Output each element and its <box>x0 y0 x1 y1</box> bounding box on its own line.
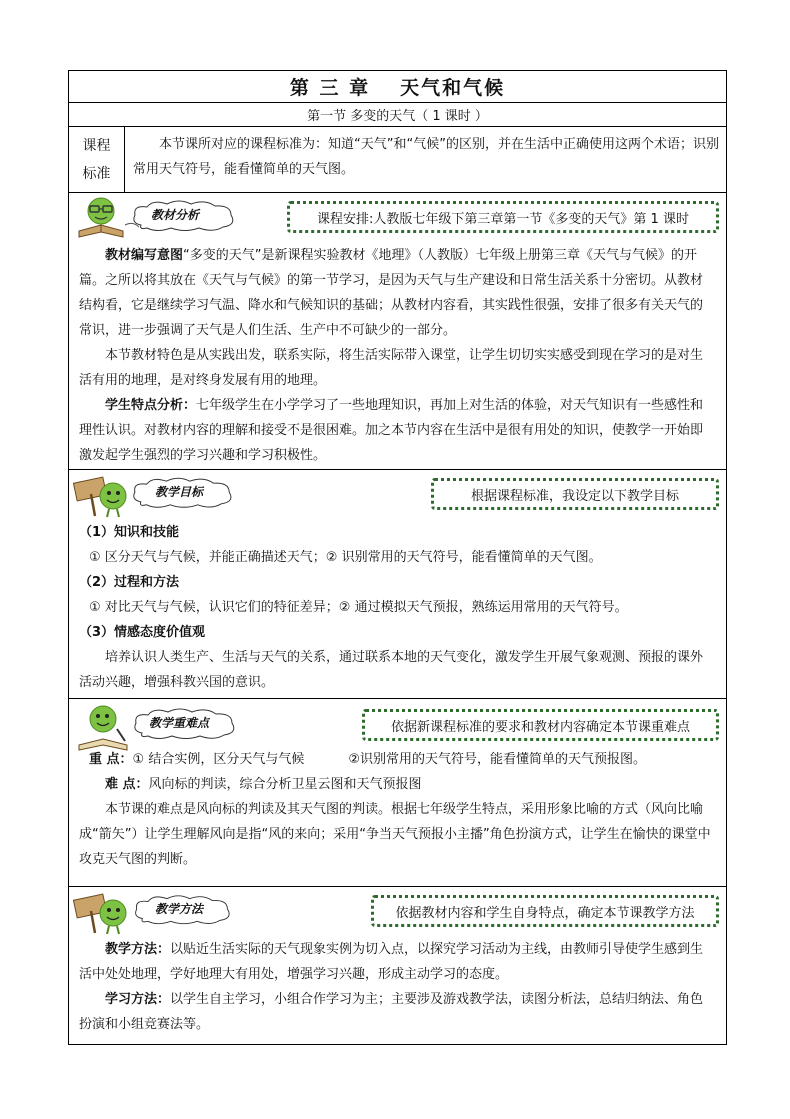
learning-method-paragraph <box>79 987 714 1037</box>
material-intent-text: “多变的天气”是新课程实验教材《地理》（人教版）七年级上册第三章《天气与气候》的开篇。之所以将其放在《天气与气候》的第一节学习，是因为天气与生产建设和日常生活关系十分密切。从教材结构看，它是继续学习气温、降水和气候知识的基础；从教材内容看，其实践性很强，安排了很多有关天气的常识，进一步强调了天气是人们生活、生产中不可缺少的一部分。 <box>79 248 704 338</box>
material-analysis-header <box>69 193 726 243</box>
material-feature-paragraph: 本节教材特色是从实践出发，联系实际，将生活实际带入课堂，让学生切切实实感受到现在学习的是对生活有用的地理，是对终身发展有用的地理。 <box>79 348 704 388</box>
teaching-methods-tag: 教学方法 <box>155 902 204 916</box>
difficulty-line <box>79 772 714 797</box>
key-point-label: 重 点： <box>89 752 133 767</box>
key-points-header <box>69 699 726 755</box>
goal-knowledge-title: （1）知识和技能 <box>79 525 180 540</box>
key-point-text-1: ① 结合实例，区分天气与气候 <box>132 752 305 767</box>
learning-method-label: 学习方法： <box>105 992 171 1007</box>
mascot-sign-icon <box>73 472 137 518</box>
student-analysis-label: 学生特点分析： <box>105 398 197 413</box>
curriculum-standard-label <box>69 127 125 192</box>
lesson-plan-table <box>68 70 727 1045</box>
teaching-goals-tag: 教学目标 <box>155 485 204 499</box>
teaching-method-text: 以贴近生活实际的天气现象实例为切入点，以探究学习活动为主线，由教师引导使学生感到生活中处处地理，学好地理大有用处，增强学习兴趣，形成主动学习的态度。 <box>79 942 704 982</box>
key-points-section <box>69 699 726 887</box>
curriculum-standard-row <box>69 127 726 193</box>
student-analysis-text: 七年级学生在小学学习了一些地理知识，再加上对生活的体验，对天气知识有一些感性和理性认识。对教材内容的理解和接受不是很困难。加之本节内容在生活中是很有用处的知识，使教学一开始即激发起学生强烈的学习兴趣和学习积极性。 <box>79 398 704 463</box>
chapter-name: 天气和气候 <box>400 77 506 99</box>
goal-attitude-title: （3）情感态度价值观 <box>79 625 206 640</box>
teaching-methods-note <box>371 895 719 927</box>
key-points-body <box>69 747 726 872</box>
chapter-title-row <box>69 71 726 103</box>
teaching-goals-note-text: 根据课程标准，我设定以下教学目标 <box>470 488 679 504</box>
teaching-methods-header <box>69 887 726 937</box>
material-intent-paragraph <box>79 243 714 343</box>
teaching-method-label: 教学方法： <box>105 942 171 957</box>
key-points-note-text: 依据新课程标准的要求和教材内容确定本节课重难点 <box>390 719 690 735</box>
key-points-note <box>362 709 719 741</box>
mascot-sign-icon <box>73 889 137 935</box>
difficulty-label: 难 点： <box>105 777 149 792</box>
material-analysis-tag: 教材分析 <box>151 208 200 222</box>
difficulty-text: 风向标的判读，综合分析卫星云图和天气预报图 <box>148 777 422 792</box>
material-analysis-section <box>69 193 726 470</box>
curriculum-standard-text: 本节课所对应的课程标准为：知道“天气”和“气候”的区别，并在生活中正确使用这两个术语；识别常用天气符号，能看懂简单的天气图。 <box>133 137 719 177</box>
teaching-goals-body <box>69 520 726 695</box>
goal-knowledge-text: ① 区分天气与气候，并能正确描述天气；② 识别常用的天气符号，能看懂简单的天气图。 <box>89 550 602 565</box>
goal-process-title: （2）过程和方法 <box>79 575 180 590</box>
section-subtitle: 第一节 多变的天气（ 1 课时 ） <box>307 109 488 124</box>
key-point-text-2: ②识别常用的天气符号，能看懂简单的天气预报图。 <box>348 752 646 767</box>
student-analysis-paragraph <box>79 393 714 468</box>
teaching-method-paragraph <box>79 937 714 987</box>
key-points-tag: 教学重难点 <box>149 716 210 730</box>
teaching-methods-note-text: 依据教材内容和学生自身特点，确定本节课教学方法 <box>395 905 695 921</box>
material-intent-label: 教材编写意图 <box>105 248 184 263</box>
teaching-goals-header <box>69 470 726 520</box>
material-analysis-note-text: 课程安排:人教版七年级下第三章第一节《多变的天气》第 1 课时 <box>317 211 689 227</box>
goal-process-text: ① 对比天气与气候，认识它们的特征差异；② 通过模拟天气预报，熟练运用常用的天气符号。 <box>89 600 628 615</box>
difficulty-explanation: 本节课的难点是风向标的判读及其天气图的判读。根据七年级学生特点，采用形象比喻的方式（风向比喻成“箭矢”）让学生理解风向是指“风的来向；采用“争当天气预报小主播”角色扮演方式，让学生在愉快的课堂中攻克天气图的判断。 <box>79 802 711 867</box>
standard-label-line1: 课程 <box>82 137 111 154</box>
goal-attitude-text: 培养认识人类生产、生活与天气的关系，通过联系本地的天气变化，激发学生开展气象观测、预报的课外活动兴趣，增强科教兴国的意识。 <box>79 650 704 690</box>
material-analysis-body <box>69 243 726 468</box>
material-analysis-note <box>287 201 719 233</box>
standard-label-line2: 标准 <box>82 165 111 182</box>
teaching-goals-note <box>431 478 719 510</box>
chapter-title <box>290 73 505 100</box>
chapter-number: 第 三 章 <box>289 77 371 99</box>
learning-method-text: 以学生自主学习，小组合作学习为主；主要涉及游戏教学法，读图分析法，总结归纳法、角色扮演和小组竞赛法等。 <box>79 992 704 1032</box>
teaching-methods-body <box>69 937 726 1037</box>
teaching-methods-section <box>69 887 726 1046</box>
teaching-goals-section <box>69 470 726 699</box>
section-subtitle-row <box>69 103 726 127</box>
